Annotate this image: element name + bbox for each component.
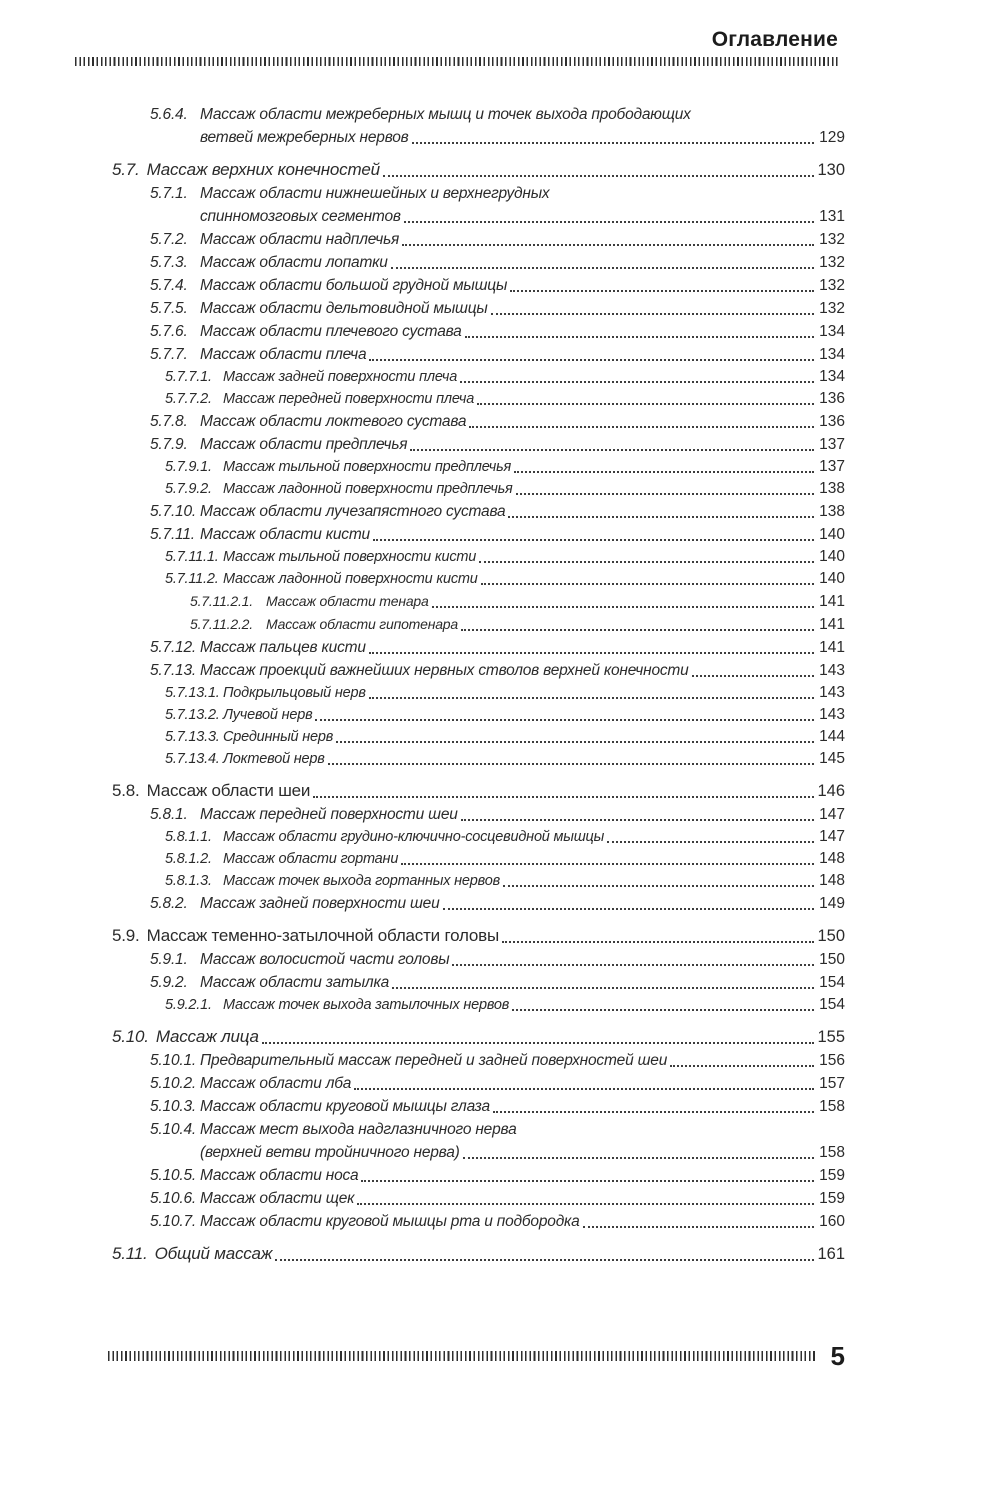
toc-entry	[112, 748, 845, 770]
entry-title-continuation: ветвей межреберных нервов	[200, 129, 409, 146]
entry-number: 5.7.3.	[150, 254, 188, 271]
entry-title: Массаж волосистой части головы	[200, 951, 450, 968]
entry-number: 5.9.2.1.	[165, 997, 212, 1013]
toc-entry	[112, 320, 845, 343]
entry-title: Массаж области предплечья	[200, 436, 408, 453]
entry-page-number: 146	[817, 782, 845, 800]
dot-leader	[275, 1259, 814, 1261]
toc-entry	[112, 274, 845, 297]
entry-number: 5.7.7.2.	[165, 391, 212, 407]
toc-entry	[112, 659, 845, 682]
entry-title: Массаж области гипотенара	[266, 616, 458, 632]
entry-title: Массаж тыльной поверхности кисти	[223, 549, 477, 565]
entry-page-number: 143	[819, 684, 845, 701]
entry-number: 5.7.9.2.	[165, 481, 212, 497]
toc-entry-line-1	[150, 182, 845, 205]
dot-leader	[670, 1065, 814, 1067]
entry-number: 5.7.1.	[150, 185, 188, 202]
entry-page-number: 132	[819, 300, 845, 317]
entry-title: Массаж области кисти	[200, 526, 370, 543]
entry-title: Массаж области круговой мышцы глаза	[200, 1098, 490, 1115]
dot-leader	[361, 1180, 814, 1182]
entry-title: Массаж теменно-затылочной области головы	[146, 926, 500, 945]
toc-entry	[112, 523, 845, 546]
dot-leader	[369, 359, 814, 361]
dot-leader	[583, 1226, 814, 1228]
toc-entry	[112, 704, 845, 726]
entry-number: 5.10.2.	[150, 1075, 197, 1092]
entry-page-number: 150	[819, 951, 845, 968]
toc-entry	[112, 297, 845, 320]
dot-leader	[460, 381, 814, 383]
entry-page-number: 136	[819, 413, 845, 430]
entry-title: Массаж передней поверхности шеи	[200, 806, 458, 823]
entry-page-number: 130	[817, 161, 845, 179]
dot-leader	[491, 313, 814, 315]
entry-title: Массаж области щек	[200, 1190, 355, 1207]
entry-number: 5.10.1.	[150, 1052, 197, 1069]
dot-leader	[392, 987, 814, 989]
toc-entry	[112, 682, 845, 704]
entry-page-number: 138	[819, 503, 845, 520]
entry-number: 5.7.9.1.	[165, 459, 212, 475]
entry-title: Массаж точек выхода затылочных нервов	[223, 997, 510, 1013]
toc-entry	[112, 1072, 845, 1095]
entry-page-number: 144	[819, 728, 845, 745]
toc-entry	[112, 456, 845, 478]
toc-entry	[112, 892, 845, 915]
dot-leader	[369, 652, 814, 654]
dot-leader	[463, 1157, 814, 1159]
dot-leader	[503, 885, 814, 887]
entry-number: 5.7.6.	[150, 323, 188, 340]
entry-number: 5.8.1.	[150, 806, 188, 823]
toc-list	[112, 103, 845, 1266]
entry-title: Массаж лица	[155, 1027, 259, 1046]
entry-page-number: 158	[819, 1144, 845, 1161]
page-header	[75, 28, 840, 66]
entry-page-number: 145	[819, 750, 845, 767]
entry-page-number: 137	[819, 458, 845, 475]
entry-page-number: 143	[819, 662, 845, 679]
entry-number: 5.6.4.	[150, 106, 188, 123]
entry-title: Массаж области затылка	[200, 974, 389, 991]
toc-entry-line-1	[150, 103, 845, 126]
entry-number: 5.7.10.	[150, 503, 197, 520]
toc-entry-line-1	[150, 1118, 845, 1141]
toc-entry	[112, 948, 845, 971]
page-title: Оглавление	[711, 28, 838, 51]
entry-title: Массаж области локтевого сустава	[200, 413, 467, 430]
toc-entry	[112, 613, 845, 636]
page-number: 5	[830, 1341, 845, 1371]
dot-leader	[432, 606, 814, 608]
dot-leader	[512, 1009, 814, 1011]
toc-entry	[112, 803, 845, 826]
dot-leader	[443, 908, 814, 910]
dot-leader	[692, 675, 814, 677]
dot-leader	[369, 697, 814, 699]
toc-entry	[112, 726, 845, 748]
toc-entry	[112, 1049, 845, 1072]
entry-page-number: 160	[819, 1213, 845, 1230]
dot-leader	[328, 763, 814, 765]
entry-page-number: 150	[817, 927, 845, 945]
entry-title: Массаж ладонной поверхности предплечья	[223, 481, 513, 497]
toc-entry	[112, 779, 845, 803]
entry-title: Массаж пальцев кисти	[200, 639, 366, 656]
entry-page-number: 155	[817, 1028, 845, 1046]
entry-title: Массаж области плечевого сустава	[200, 323, 462, 340]
entry-title: Массаж области гортани	[223, 851, 399, 867]
entry-title: Массаж области шеи	[146, 781, 311, 800]
entry-number: 5.7.13.	[150, 662, 197, 679]
entry-number: 5.9.1.	[150, 951, 188, 968]
dot-leader	[461, 629, 814, 631]
dot-leader	[402, 244, 814, 246]
entry-title: Общий массаж	[154, 1244, 273, 1263]
toc-entry	[112, 971, 845, 994]
entry-title: Массаж области нижнешейных и верхнегрудных	[200, 185, 550, 202]
entry-page-number: 159	[819, 1190, 845, 1207]
entry-page-number: 156	[819, 1052, 845, 1069]
dot-leader	[607, 841, 814, 843]
dot-leader	[354, 1088, 814, 1090]
dot-leader	[373, 539, 814, 541]
toc-entry	[112, 590, 845, 613]
toc-entry	[112, 158, 845, 182]
entry-page-number: 129	[819, 129, 845, 146]
entry-page-number: 140	[819, 526, 845, 543]
toc-entry	[112, 1095, 845, 1118]
entry-number: 5.7.9.	[150, 436, 188, 453]
entry-title: Массаж области плеча	[200, 346, 367, 363]
entry-number: 5.7.13.4.	[165, 751, 220, 767]
entry-title: Массаж области круговой мышцы рта и подбородка	[200, 1213, 580, 1230]
entry-title-continuation: (верхней ветви тройничного нерва)	[200, 1144, 460, 1161]
toc-entry-line-2	[150, 1141, 845, 1164]
entry-number: 5.9.	[112, 926, 140, 945]
dot-leader	[461, 819, 814, 821]
toc-entry	[112, 924, 845, 948]
entry-number: 5.7.4.	[150, 277, 188, 294]
entry-page-number: 161	[817, 1245, 845, 1263]
entry-title: Массаж передней поверхности плеча	[223, 391, 475, 407]
entry-page-number: 134	[819, 346, 845, 363]
toc-entry	[112, 251, 845, 274]
toc-entry	[112, 103, 845, 149]
entry-page-number: 132	[819, 254, 845, 271]
entry-number: 5.8.2.	[150, 895, 188, 912]
dot-leader	[481, 583, 814, 585]
entry-page-number: 147	[819, 806, 845, 823]
entry-number: 5.7.11.1.	[165, 549, 219, 565]
toc-entry	[112, 1164, 845, 1187]
entry-page-number: 143	[819, 706, 845, 723]
toc-entry	[112, 343, 845, 366]
entry-title: Массаж области тенара	[266, 593, 429, 609]
entry-number: 5.7.8.	[150, 413, 188, 430]
entry-page-number: 148	[819, 850, 845, 867]
entry-title-continuation: спинномозговых сегментов	[200, 208, 401, 225]
entry-title: Массаж области дельтовидной мышцы	[200, 300, 488, 317]
entry-number: 5.7.11.2.2.	[190, 616, 253, 632]
dot-leader	[313, 796, 814, 798]
toc-entry	[112, 848, 845, 870]
toc-entry	[112, 870, 845, 892]
dot-leader	[516, 493, 814, 495]
header-rule	[75, 57, 840, 66]
entry-title: Массаж области большой грудной мышцы	[200, 277, 508, 294]
entry-page-number: 154	[819, 996, 845, 1013]
toc-entry	[112, 1025, 845, 1049]
entry-page-number: 158	[819, 1098, 845, 1115]
entry-title: Локтевой нерв	[223, 751, 325, 767]
entry-page-number: 157	[819, 1075, 845, 1092]
dot-leader	[404, 221, 814, 223]
entry-page-number: 141	[819, 616, 845, 633]
entry-page-number: 141	[819, 639, 845, 656]
entry-page-number: 149	[819, 895, 845, 912]
entry-title: Массаж области надплечья	[200, 231, 400, 248]
entry-number: 5.7.13.3.	[165, 729, 220, 745]
toc-entry	[112, 1242, 845, 1266]
toc-entry	[112, 1118, 845, 1164]
entry-page-number: 132	[819, 277, 845, 294]
entry-number: 5.7.	[112, 160, 140, 179]
entry-title: Массаж мест выхода надглазничного нерва	[200, 1121, 517, 1138]
dot-leader	[479, 561, 814, 563]
entry-page-number: 154	[819, 974, 845, 991]
dot-leader	[469, 426, 814, 428]
dot-leader	[510, 290, 814, 292]
entry-number: 5.11.	[112, 1244, 148, 1263]
entry-number: 5.7.11.2.1.	[190, 593, 253, 609]
entry-page-number: 134	[819, 323, 845, 340]
entry-title: Массаж области грудино-ключично-сосцевидной мышцы	[223, 829, 605, 845]
toc-entry	[112, 546, 845, 568]
entry-title: Массаж области лба	[200, 1075, 352, 1092]
entry-page-number: 147	[819, 828, 845, 845]
entry-page-number: 137	[819, 436, 845, 453]
entry-page-number: 131	[819, 208, 845, 225]
entry-page-number: 132	[819, 231, 845, 248]
toc-entry	[112, 826, 845, 848]
entry-number: 5.10.3.	[150, 1098, 197, 1115]
entry-number: 5.8.1.2.	[165, 851, 212, 867]
entry-number: 5.10.4.	[150, 1121, 197, 1138]
entry-page-number: 134	[819, 368, 845, 385]
page-footer	[108, 1343, 845, 1369]
entry-title: Массаж задней поверхности плеча	[223, 369, 458, 385]
entry-number: 5.7.13.1.	[165, 685, 220, 701]
entry-page-number: 159	[819, 1167, 845, 1184]
toc-entry	[112, 228, 845, 251]
entry-number: 5.7.13.2.	[165, 707, 220, 723]
toc-entry	[112, 636, 845, 659]
dot-leader	[502, 941, 814, 943]
entry-page-number: 140	[819, 548, 845, 565]
entry-number: 5.10.5.	[150, 1167, 197, 1184]
dot-leader	[477, 403, 814, 405]
dot-leader	[514, 471, 814, 473]
entry-page-number: 141	[819, 593, 845, 610]
entry-number: 5.7.7.1.	[165, 369, 212, 385]
dot-leader	[262, 1042, 814, 1044]
entry-title: Срединный нерв	[223, 729, 334, 745]
toc-entry	[112, 500, 845, 523]
toc-entry	[112, 994, 845, 1016]
toc-entry	[112, 410, 845, 433]
entry-number: 5.7.2.	[150, 231, 188, 248]
dot-leader	[465, 336, 814, 338]
entry-number: 5.7.7.	[150, 346, 188, 363]
toc-entry	[112, 478, 845, 500]
entry-number: 5.10.7.	[150, 1213, 197, 1230]
dot-leader	[508, 516, 814, 518]
entry-page-number: 136	[819, 390, 845, 407]
entry-number: 5.10.	[112, 1027, 149, 1046]
entry-number: 5.7.11.2.	[165, 571, 219, 587]
entry-number: 5.8.1.3.	[165, 873, 212, 889]
toc-entry	[112, 1187, 845, 1210]
entry-page-number: 138	[819, 480, 845, 497]
dot-leader	[336, 741, 814, 743]
entry-number: 5.7.12.	[150, 639, 197, 656]
dot-leader	[493, 1111, 814, 1113]
entry-page-number: 148	[819, 872, 845, 889]
entry-number: 5.10.6.	[150, 1190, 197, 1207]
entry-title: Массаж области носа	[200, 1167, 359, 1184]
entry-title: Массаж ладонной поверхности кисти	[223, 571, 478, 587]
dot-leader	[383, 175, 814, 177]
entry-number: 5.8.1.1.	[165, 829, 212, 845]
toc-entry-line-2	[150, 205, 845, 228]
entry-number: 5.8.	[112, 781, 140, 800]
toc-entry	[112, 182, 845, 228]
entry-number: 5.7.11.	[150, 526, 195, 543]
entry-number: 5.7.5.	[150, 300, 188, 317]
footer-rule	[108, 1351, 817, 1361]
entry-title: Лучевой нерв	[223, 707, 313, 723]
entry-title: Подкрыльцовый нерв	[223, 685, 366, 701]
dot-leader	[401, 863, 814, 865]
entry-title: Массаж области лучезапястного сустава	[200, 503, 506, 520]
dot-leader	[315, 719, 814, 721]
entry-title: Предварительный массаж передней и задней поверхностей шеи	[200, 1052, 668, 1069]
dot-leader	[391, 267, 814, 269]
entry-title: Массаж проекций важнейших нервных стволов верхней конечности	[200, 662, 689, 679]
toc-entry-line-2	[150, 126, 845, 149]
entry-page-number: 140	[819, 570, 845, 587]
entry-title: Массаж верхних конечностей	[146, 160, 380, 179]
dot-leader	[452, 964, 814, 966]
entry-title: Массаж задней поверхности шеи	[200, 895, 440, 912]
dot-leader	[357, 1203, 814, 1205]
toc-entry	[112, 1210, 845, 1233]
entry-title: Массаж области лопатки	[200, 254, 388, 271]
entry-number: 5.9.2.	[150, 974, 188, 991]
toc-entry	[112, 433, 845, 456]
entry-title: Массаж области межреберных мышц и точек выхода прободающих	[200, 106, 691, 123]
entry-title: Массаж точек выхода гортанных нервов	[223, 873, 500, 889]
toc-entry	[112, 568, 845, 590]
toc-entry	[112, 388, 845, 410]
entry-title: Массаж тыльной поверхности предплечья	[223, 459, 512, 475]
dot-leader	[412, 142, 814, 144]
toc-entry	[112, 366, 845, 388]
dot-leader	[410, 449, 814, 451]
